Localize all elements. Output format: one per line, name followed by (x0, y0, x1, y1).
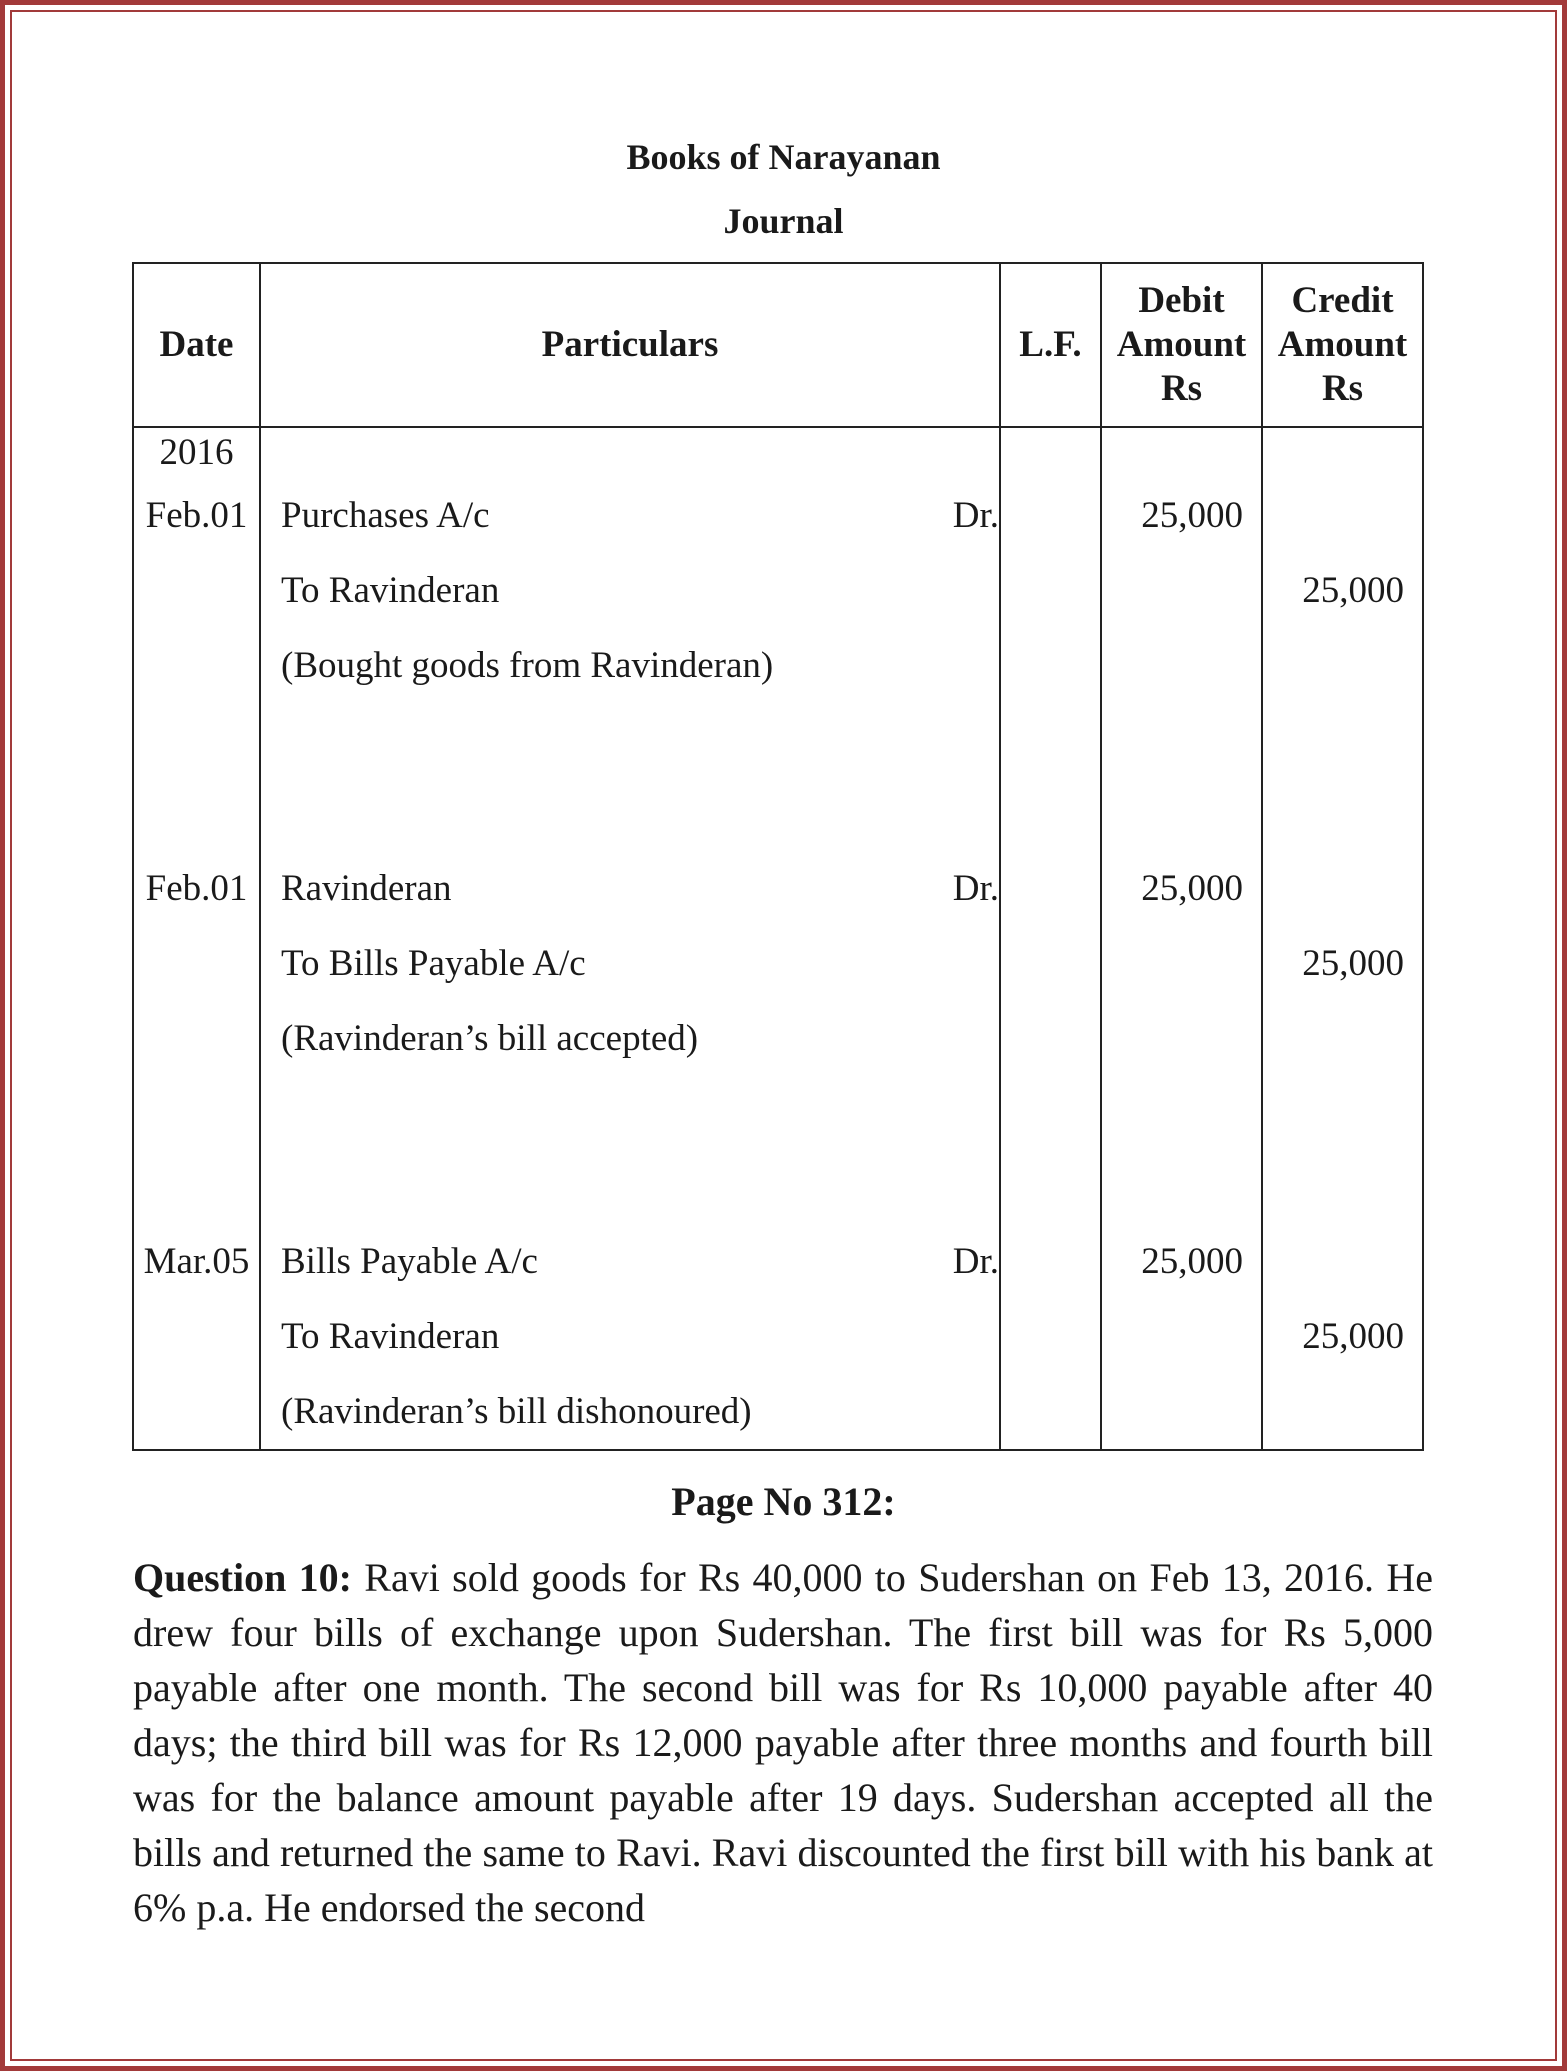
debit-cell (1101, 427, 1262, 1450)
dr-marker: Dr. (952, 495, 999, 536)
debit-account: Bills Payable A/c (281, 1241, 538, 1282)
debit-amount: 25,000 (1141, 868, 1243, 909)
narration: (Bought goods from Ravinderan) (281, 645, 774, 686)
credit-amount: 25,000 (1302, 570, 1404, 611)
col-debit-line: Amount (1116, 324, 1247, 365)
question-paragraph (133, 1550, 1433, 1935)
debit-account-line (261, 851, 999, 926)
narration: (Ravinderan’s bill dishonoured) (281, 1391, 752, 1432)
table-header-row (133, 263, 1423, 427)
debit-account-line (261, 478, 999, 553)
debit-account: Ravinderan (281, 868, 452, 909)
question-label: Question 10: (133, 1555, 352, 1600)
col-credit-line: Rs (1321, 368, 1364, 409)
col-credit (1262, 263, 1423, 427)
question-text: Ravi sold goods for Rs 40,000 to Sudershan on Feb 13, 2016. He drew four bills of exchange upon Sudershan. The first bill was for Rs 5,000 payable after one month. The second bill was for Rs 10,000 payable after 40 days; the third bill was for Rs 12,000 payable after three months and fourth bill was for the balance amount payable after 19 days. Sudershan accepted all the bills and returned the same to Ravi. Ravi discounted the first bill with his bank at 6% p.a. He endorsed the second (133, 1555, 1434, 1930)
dr-marker: Dr. (952, 868, 999, 909)
journal-title: Journal (723, 201, 844, 241)
narration: (Ravinderan’s bill accepted) (281, 1018, 699, 1059)
entry-date: Feb.01 (145, 495, 248, 536)
debit-account-line (261, 1224, 999, 1299)
debit-amount: 25,000 (1141, 1241, 1243, 1282)
credit-account: To Bills Payable A/c (281, 943, 586, 984)
col-debit-line: Rs (1160, 368, 1203, 409)
dr-marker: Dr. (952, 1241, 999, 1282)
col-debit (1101, 263, 1262, 427)
col-credit-line: Credit (1291, 280, 1394, 321)
particulars-cell (260, 427, 1000, 1450)
col-date: Date (133, 263, 260, 427)
credit-account: To Ravinderan (281, 1316, 500, 1357)
page-number-heading: Page No 312: (671, 1479, 896, 1524)
col-debit-line: Debit (1138, 280, 1225, 321)
journal-table (132, 262, 1424, 1451)
date-cell (133, 427, 260, 1450)
credit-amount: 25,000 (1302, 943, 1404, 984)
col-lf: L.F. (1000, 263, 1101, 427)
debit-account: Purchases A/c (281, 495, 490, 536)
credit-account: To Ravinderan (281, 570, 500, 611)
entry-date: Feb.01 (145, 868, 248, 909)
credit-amount: 25,000 (1302, 1316, 1404, 1357)
col-credit-line: Amount (1277, 324, 1408, 365)
entry-date: Mar.05 (143, 1241, 250, 1282)
credit-cell (1262, 427, 1423, 1450)
lf-cell (1000, 427, 1101, 1450)
col-particulars: Particulars (260, 263, 1000, 427)
table-row (133, 427, 1423, 1450)
books-title: Books of Narayanan (626, 137, 941, 177)
debit-amount: 25,000 (1141, 495, 1243, 536)
year-label: 2016 (159, 432, 234, 473)
